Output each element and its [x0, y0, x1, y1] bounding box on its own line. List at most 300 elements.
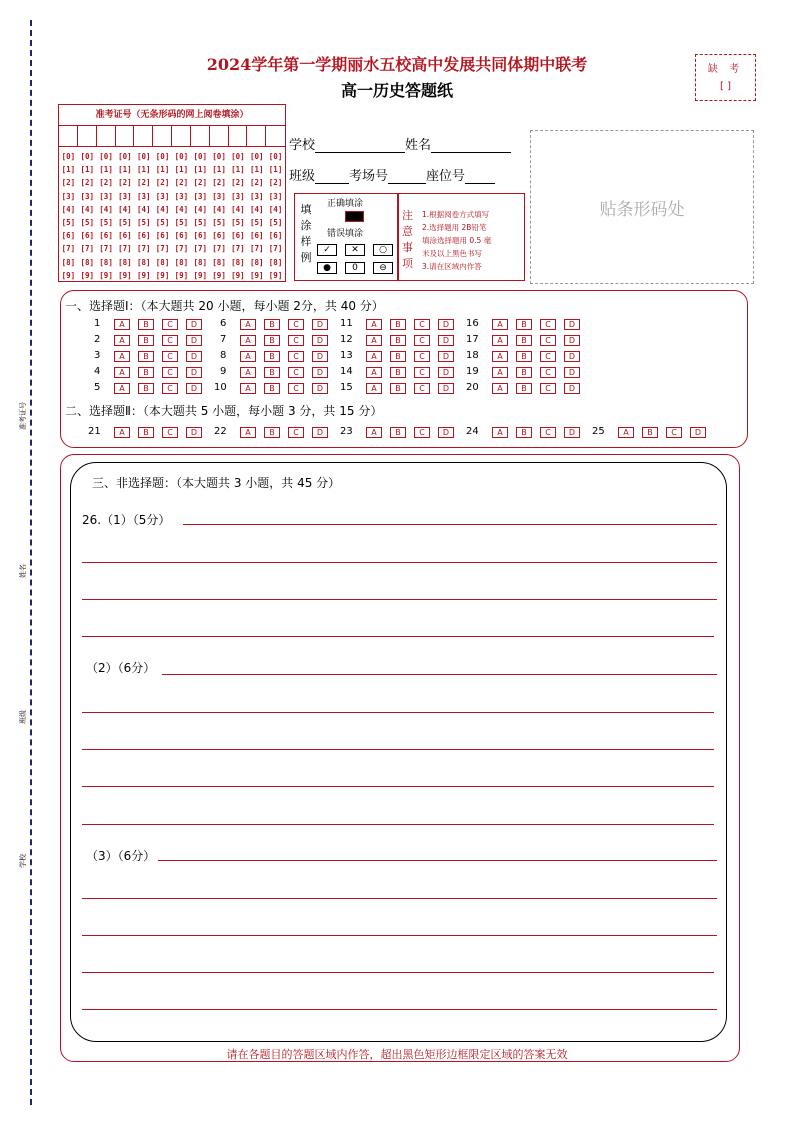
option-b-bubble[interactable]: B [516, 351, 532, 362]
question-number: 9 [220, 366, 227, 377]
option-c-bubble[interactable]: C [288, 335, 304, 346]
exam-id-bubble[interactable]: [5] [231, 217, 245, 227]
question-number: 16 [466, 318, 479, 329]
exam-id-bubble[interactable]: [2] [155, 178, 170, 188]
option-d-bubble[interactable]: D [186, 335, 202, 346]
exam-id-bubble[interactable]: [4] [268, 204, 283, 214]
exam-id-bubble[interactable]: [2] [80, 178, 95, 188]
school-row [289, 134, 511, 153]
option-a-bubble[interactable]: A [366, 319, 382, 330]
exam-id-bubble[interactable]: [2] [268, 178, 283, 188]
option-a-bubble[interactable]: A [240, 367, 256, 378]
option-d-bubble[interactable]: D [438, 335, 454, 346]
option-a-bubble[interactable]: A [240, 319, 256, 330]
exam-id-bubble[interactable]: [5] [80, 217, 95, 227]
option-a-bubble[interactable]: A [492, 367, 508, 378]
option-b-bubble[interactable]: B [516, 367, 532, 378]
option-c-bubble[interactable]: C [288, 367, 304, 378]
option-d-bubble[interactable]: D [186, 383, 202, 394]
exam-id-bubble[interactable]: [9] [80, 270, 95, 280]
option-c-bubble[interactable]: C [540, 383, 556, 394]
exam-id-bubble[interactable]: [9] [193, 270, 208, 280]
question-number: 11 [340, 318, 353, 329]
exam-id-bubble[interactable]: [5] [136, 217, 151, 227]
option-b-bubble[interactable]: B [264, 351, 280, 362]
option-b-bubble[interactable]: B [138, 319, 154, 330]
option-d-bubble[interactable]: D [312, 367, 328, 378]
answer-line[interactable] [82, 824, 714, 825]
correct-fill-mark [345, 211, 364, 222]
option-c-bubble[interactable]: C [414, 367, 430, 378]
exam-id-bubble[interactable]: [0] [212, 152, 226, 161]
option-b-bubble[interactable]: B [516, 335, 532, 346]
exam-id-bubble[interactable]: [2] [231, 178, 245, 188]
exam-id-bubble[interactable]: [6] [155, 231, 170, 241]
option-b-bubble[interactable]: B [264, 367, 280, 378]
option-b-bubble[interactable]: B [390, 367, 406, 378]
exam-id-bubble[interactable]: [9] [61, 270, 76, 280]
binding-name-label: 姓名 [19, 564, 27, 578]
class-field[interactable] [315, 183, 349, 184]
option-c-bubble[interactable]: C [414, 383, 430, 394]
option-b-bubble[interactable]: B [264, 427, 280, 438]
exam-id-bubble[interactable]: [7] [249, 244, 264, 254]
exam-id-bubble[interactable]: [2] [118, 178, 132, 188]
exam-id-bubble[interactable]: [6] [193, 231, 208, 241]
notice-items [422, 208, 491, 273]
option-d-bubble[interactable]: D [564, 367, 580, 378]
option-b-bubble[interactable]: B [138, 427, 154, 438]
option-c-bubble[interactable]: C [288, 319, 304, 330]
notice-item: 填涂选择题用 0.5 毫 [422, 236, 492, 245]
question-number: 4 [94, 366, 101, 377]
option-d-bubble[interactable]: D [312, 319, 328, 330]
option-a-bubble[interactable]: A [240, 335, 256, 346]
option-d-bubble[interactable]: D [312, 351, 328, 362]
exam-id-bubble[interactable]: [1] [155, 165, 170, 175]
option-c-bubble[interactable]: C [162, 383, 178, 394]
exam-id-bubble[interactable]: [4] [155, 204, 170, 214]
question-number: 2 [94, 334, 101, 345]
exam-id-bubble[interactable]: [8] [155, 257, 170, 267]
exam-id-bubble[interactable]: [5] [249, 217, 264, 227]
option-a-bubble[interactable]: A [492, 427, 508, 438]
question-number: 3 [94, 350, 101, 361]
exam-id-bubble[interactable]: [4] [249, 204, 264, 214]
exam-id-bubble[interactable]: [3] [231, 191, 245, 201]
option-b-bubble[interactable]: B [264, 319, 280, 330]
exam-id-bubble[interactable]: [1] [80, 165, 95, 175]
absent-checkbox[interactable]: [ ] [720, 81, 731, 92]
option-b-bubble[interactable]: B [516, 383, 532, 394]
answer-line[interactable] [82, 898, 717, 899]
exam-id-bubble[interactable]: [5] [212, 217, 226, 227]
question-number: 19 [466, 366, 479, 377]
option-a-bubble[interactable]: A [240, 427, 256, 438]
option-a-bubble[interactable]: A [114, 351, 130, 362]
option-c-bubble[interactable]: C [162, 319, 178, 330]
exam-id-bubble[interactable]: [0] [231, 152, 245, 161]
room-field[interactable] [388, 183, 426, 184]
exam-id-bubble[interactable]: [7] [212, 244, 226, 254]
option-d-bubble[interactable]: D [186, 351, 202, 362]
option-a-bubble[interactable]: A [114, 335, 130, 346]
option-b-bubble[interactable]: B [516, 319, 532, 330]
exam-id-bubbles [59, 147, 285, 282]
exam-id-bubble[interactable]: [1] [99, 165, 113, 175]
answer-line[interactable] [158, 860, 717, 861]
wrong-mark-minus: ⊖ [373, 262, 393, 274]
binding-line [30, 20, 32, 1105]
notice-box [397, 193, 525, 281]
option-a-bubble[interactable]: A [114, 367, 130, 378]
option-b-bubble[interactable]: B [264, 383, 280, 394]
option-b-bubble[interactable]: B [390, 427, 406, 438]
exam-id-bubble[interactable]: [3] [268, 191, 283, 201]
option-c-bubble[interactable]: C [414, 427, 430, 438]
exam-id-bubble[interactable]: [3] [155, 191, 170, 201]
question-number: 5 [94, 382, 101, 393]
option-d-bubble[interactable]: D [438, 351, 454, 362]
exam-id-bubble[interactable]: [1] [136, 165, 151, 175]
exam-id-bubble[interactable]: [6] [231, 231, 245, 241]
exam-id-bubble[interactable]: [5] [61, 217, 76, 227]
exam-id-bubble[interactable]: [0] [174, 152, 189, 161]
option-c-bubble[interactable]: C [540, 367, 556, 378]
exam-id-bubble[interactable]: [0] [193, 152, 208, 161]
q26-1-label: 26.（1）（5分） [82, 513, 171, 527]
option-c-bubble[interactable]: C [540, 351, 556, 362]
seat-field[interactable] [465, 183, 495, 184]
q26-3-label: （3）（6分） [86, 849, 156, 863]
exam-id-bubble[interactable]: [0] [80, 152, 95, 161]
binding-school-label: 学校 [19, 854, 27, 868]
exam-id-bubble[interactable]: [9] [174, 270, 189, 280]
room-label: 考场号 [349, 169, 389, 184]
exam-id-bubble[interactable]: [3] [174, 191, 189, 201]
option-d-bubble[interactable]: D [564, 319, 580, 330]
exam-id-bubble[interactable]: [3] [249, 191, 264, 201]
option-c-bubble[interactable]: C [162, 367, 178, 378]
exam-id-bubble[interactable]: [4] [80, 204, 95, 214]
question-number: 7 [220, 334, 227, 345]
exam-id-bubble[interactable]: [1] [118, 165, 132, 175]
page-title: 2024学年第一学期丽水五校高中发展共同体期中联考 [206, 55, 588, 74]
exam-id-bubble[interactable]: [4] [193, 204, 208, 214]
exam-id-bubble[interactable]: [3] [136, 191, 151, 201]
option-c-bubble[interactable]: C [540, 319, 556, 330]
exam-id-bubble[interactable]: [6] [80, 231, 95, 241]
name-label: 姓名 [405, 138, 432, 153]
question-number: 25 [592, 426, 605, 437]
question-number: 1 [94, 318, 101, 329]
notice-item: 米及以上黑色书写 [422, 249, 482, 258]
option-b-bubble[interactable]: B [390, 351, 406, 362]
exam-id-bubble[interactable]: [1] [231, 165, 245, 175]
exam-id-bubble[interactable]: [3] [118, 191, 132, 201]
question-number: 24 [466, 426, 479, 437]
exam-id-bubble[interactable]: [0] [136, 152, 151, 161]
answer-line[interactable] [82, 636, 714, 637]
exam-id-bubble[interactable]: [2] [136, 178, 151, 188]
absent-box[interactable] [695, 54, 756, 101]
exam-id-bubble[interactable]: [7] [193, 244, 208, 254]
exam-id-bubble[interactable]: [4] [99, 204, 113, 214]
barcode-area [530, 130, 754, 284]
correct-fill-label: 正确填涂 [327, 199, 364, 209]
exam-id-bubble[interactable]: [8] [118, 257, 132, 267]
option-b-bubble[interactable]: B [138, 383, 154, 394]
exam-id-bubble[interactable]: [7] [61, 244, 76, 254]
section2-title: 二、选择题Ⅱ：（本大题共 5 小题，每小题 3 分，共 15 分） [65, 404, 383, 418]
answer-line[interactable] [82, 1009, 717, 1010]
exam-id-bubble[interactable]: [2] [174, 178, 189, 188]
exam-id-bubble[interactable]: [1] [212, 165, 226, 175]
option-b-bubble[interactable]: B [390, 383, 406, 394]
exam-id-bubble[interactable]: [7] [99, 244, 113, 254]
question-number: 13 [340, 350, 353, 361]
exam-id-bubble[interactable]: [4] [231, 204, 245, 214]
option-a-bubble[interactable]: A [114, 427, 130, 438]
exam-id-bubble[interactable]: [1] [249, 165, 264, 175]
option-a-bubble[interactable]: A [366, 383, 382, 394]
exam-id-bubble[interactable]: [4] [136, 204, 151, 214]
page-subtitle: 高一历史答题纸 [340, 81, 453, 100]
option-c-bubble[interactable]: C [162, 335, 178, 346]
question-number: 6 [220, 318, 227, 329]
option-c-bubble[interactable]: C [666, 427, 682, 438]
option-a-bubble[interactable]: A [366, 351, 382, 362]
option-a-bubble[interactable]: A [240, 383, 256, 394]
exam-id-bubble[interactable]: [0] [155, 152, 170, 161]
exam-id-bubble[interactable]: [6] [99, 231, 113, 241]
exam-id-bubble[interactable]: [4] [174, 204, 189, 214]
option-d-bubble[interactable]: D [438, 319, 454, 330]
exam-id-bubble[interactable]: [6] [174, 231, 189, 241]
option-a-bubble[interactable]: A [492, 319, 508, 330]
exam-id-bubble[interactable]: [6] [268, 231, 283, 241]
exam-id-bubble[interactable]: [5] [99, 217, 113, 227]
exam-id-bubble[interactable]: [8] [193, 257, 208, 267]
option-b-bubble[interactable]: B [390, 335, 406, 346]
option-a-bubble[interactable]: A [114, 383, 130, 394]
exam-id-bubble[interactable]: [9] [249, 270, 264, 280]
option-d-bubble[interactable]: D [438, 427, 454, 438]
exam-id-bubble[interactable]: [3] [212, 191, 226, 201]
exam-id-bubble[interactable]: [6] [249, 231, 264, 241]
option-d-bubble[interactable]: D [438, 367, 454, 378]
exam-id-bubble[interactable]: [5] [268, 217, 283, 227]
name-field[interactable] [431, 152, 511, 153]
option-d-bubble[interactable]: D [564, 427, 580, 438]
option-a-bubble[interactable]: A [366, 367, 382, 378]
notice-item: 3.请在区域内作答 [422, 262, 482, 271]
answer-line[interactable] [82, 599, 717, 600]
question-number: 14 [340, 366, 353, 377]
exam-id-bubble[interactable]: [4] [61, 204, 76, 214]
exam-id-write-row[interactable] [59, 126, 285, 147]
exam-id-bubble[interactable]: [2] [193, 178, 208, 188]
exam-id-bubble[interactable]: [8] [212, 257, 226, 267]
exam-id-bubble[interactable]: [2] [212, 178, 226, 188]
exam-id-bubble[interactable]: [5] [193, 217, 208, 227]
barcode-label: 贴条形码处 [599, 199, 685, 220]
binding-class-label: 班级 [19, 710, 27, 724]
option-a-bubble[interactable]: A [492, 351, 508, 362]
option-d-bubble[interactable]: D [186, 367, 202, 378]
answer-line[interactable] [162, 674, 717, 675]
class-label: 班级 [289, 169, 316, 184]
exam-id-bubble[interactable]: [8] [174, 257, 189, 267]
option-a-bubble[interactable]: A [240, 351, 256, 362]
option-b-bubble[interactable]: B [516, 427, 532, 438]
option-d-bubble[interactable]: D [564, 383, 580, 394]
exam-id-bubble[interactable]: [0] [99, 152, 113, 161]
exam-id-bubble[interactable]: [3] [80, 191, 95, 201]
exam-id-bubble[interactable]: [1] [174, 165, 189, 175]
answer-line[interactable] [82, 935, 717, 936]
option-a-bubble[interactable]: A [366, 427, 382, 438]
option-d-bubble[interactable]: D [438, 383, 454, 394]
exam-id-bubble[interactable]: [8] [61, 257, 76, 267]
option-d-bubble[interactable]: D [690, 427, 706, 438]
notice-item: 1.根据阅卷方式填写 [422, 210, 490, 219]
notice-vertical-label: 注意事项 [402, 209, 413, 270]
answer-line[interactable] [82, 749, 714, 750]
exam-id-bubble[interactable]: [9] [136, 270, 151, 280]
exam-id-bubble[interactable]: [8] [136, 257, 151, 267]
exam-id-bubble[interactable]: [7] [118, 244, 132, 254]
exam-id-bubble[interactable]: [7] [80, 244, 95, 254]
exam-id-bubble[interactable]: [5] [174, 217, 189, 227]
option-a-bubble[interactable]: A [114, 319, 130, 330]
exam-id-bubble[interactable]: [0] [268, 152, 283, 161]
seat-label: 座位号 [426, 169, 466, 184]
option-b-bubble[interactable]: B [642, 427, 658, 438]
answer-line[interactable] [82, 712, 714, 713]
option-c-bubble[interactable]: C [414, 351, 430, 362]
exam-id-bubble[interactable]: [6] [118, 231, 132, 241]
option-d-bubble[interactable]: D [186, 427, 202, 438]
exam-id-bubble[interactable]: [3] [193, 191, 208, 201]
nonchoice-inner-panel [70, 462, 727, 1042]
option-d-bubble[interactable]: D [312, 427, 328, 438]
option-d-bubble[interactable]: D [312, 335, 328, 346]
exam-id-bubble[interactable]: [6] [212, 231, 226, 241]
option-c-bubble[interactable]: C [540, 427, 556, 438]
wrong-mark-oval: 0 [345, 262, 365, 274]
exam-id-bubble[interactable]: [1] [268, 165, 283, 175]
option-b-bubble[interactable]: B [264, 335, 280, 346]
option-d-bubble[interactable]: D [186, 319, 202, 330]
exam-id-bubble[interactable]: [5] [155, 217, 170, 227]
fill-sample-box [294, 193, 399, 281]
exam-id-bubble[interactable]: [2] [249, 178, 264, 188]
exam-id-bubble[interactable]: [9] [155, 270, 170, 280]
exam-id-bubble[interactable]: [8] [249, 257, 264, 267]
exam-id-bubble[interactable]: [0] [118, 152, 132, 161]
exam-id-bubble[interactable]: [9] [212, 270, 226, 280]
answer-line[interactable] [82, 562, 717, 563]
exam-id-bubble[interactable]: [6] [136, 231, 151, 241]
exam-id-bubble[interactable]: [3] [99, 191, 113, 201]
exam-id-bubble[interactable]: [8] [99, 257, 113, 267]
answer-line[interactable] [183, 524, 717, 525]
exam-id-bubble[interactable]: [7] [231, 244, 245, 254]
question-number: 21 [88, 426, 101, 437]
option-c-bubble[interactable]: C [162, 351, 178, 362]
exam-id-bubble[interactable]: [2] [99, 178, 113, 188]
exam-id-bubble[interactable]: [4] [118, 204, 132, 214]
option-a-bubble[interactable]: A [492, 383, 508, 394]
option-c-bubble[interactable]: C [288, 427, 304, 438]
section3-title: 三、非选择题：（本大题共 3 小题，共 45 分） [92, 476, 341, 490]
option-a-bubble[interactable]: A [618, 427, 634, 438]
exam-id-bubble[interactable]: [2] [61, 178, 76, 188]
exam-id-title: 准考证号（无条形码的网上阅卷填涂） [59, 105, 285, 126]
option-c-bubble[interactable]: C [162, 427, 178, 438]
exam-id-bubble[interactable]: [9] [231, 270, 245, 280]
exam-id-bubble[interactable]: [5] [118, 217, 132, 227]
wrong-mark-check: ✓ [317, 244, 337, 256]
school-field[interactable] [315, 152, 405, 153]
question-number: 12 [340, 334, 353, 345]
exam-id-bubble[interactable]: [7] [155, 244, 170, 254]
option-a-bubble[interactable]: A [366, 335, 382, 346]
fill-sample-vertical-label: 填涂样例 [300, 203, 312, 264]
exam-id-bubble[interactable]: [8] [80, 257, 95, 267]
exam-id-bubble[interactable]: [3] [61, 191, 76, 201]
exam-id-bubble[interactable]: [9] [99, 270, 113, 280]
question-number: 15 [340, 382, 353, 393]
option-d-bubble[interactable]: D [564, 351, 580, 362]
exam-id-bubble[interactable]: [9] [268, 270, 283, 280]
exam-id-bubble[interactable]: [1] [61, 165, 76, 175]
option-a-bubble[interactable]: A [492, 335, 508, 346]
wrong-mark-cross: ✕ [345, 244, 365, 256]
wrong-mark-dot: ● [317, 262, 337, 274]
exam-id-bubble[interactable]: [1] [193, 165, 208, 175]
q26-2-label: （2）（6分） [86, 661, 156, 675]
exam-id-bubble[interactable]: [7] [136, 244, 151, 254]
option-b-bubble[interactable]: B [138, 351, 154, 362]
option-c-bubble[interactable]: C [414, 319, 430, 330]
exam-id-bubble[interactable]: [9] [118, 270, 132, 280]
exam-id-bubble[interactable]: [0] [61, 152, 76, 161]
option-b-bubble[interactable]: B [138, 367, 154, 378]
exam-id-bubble[interactable]: [7] [268, 244, 283, 254]
exam-id-bubble[interactable]: [0] [249, 152, 264, 161]
option-c-bubble[interactable]: C [288, 383, 304, 394]
option-c-bubble[interactable]: C [414, 335, 430, 346]
exam-id-bubble[interactable]: [8] [231, 257, 245, 267]
exam-id-bubble[interactable]: [4] [212, 204, 226, 214]
option-b-bubble[interactable]: B [390, 319, 406, 330]
exam-id-bubble[interactable]: [8] [268, 257, 283, 267]
class-row [289, 165, 495, 184]
exam-id-bubble[interactable]: [6] [61, 231, 76, 241]
option-d-bubble[interactable]: D [312, 383, 328, 394]
exam-id-bubble[interactable]: [7] [174, 244, 189, 254]
answer-line[interactable] [82, 786, 714, 787]
answer-line[interactable] [82, 972, 714, 973]
section1-title: 一、选择题Ⅰ：（本大题共 20 小题，每小题 2分，共 40 分） [65, 299, 384, 313]
option-c-bubble[interactable]: C [540, 335, 556, 346]
option-b-bubble[interactable]: B [138, 335, 154, 346]
option-d-bubble[interactable]: D [564, 335, 580, 346]
option-c-bubble[interactable]: C [288, 351, 304, 362]
question-number: 17 [466, 334, 479, 345]
